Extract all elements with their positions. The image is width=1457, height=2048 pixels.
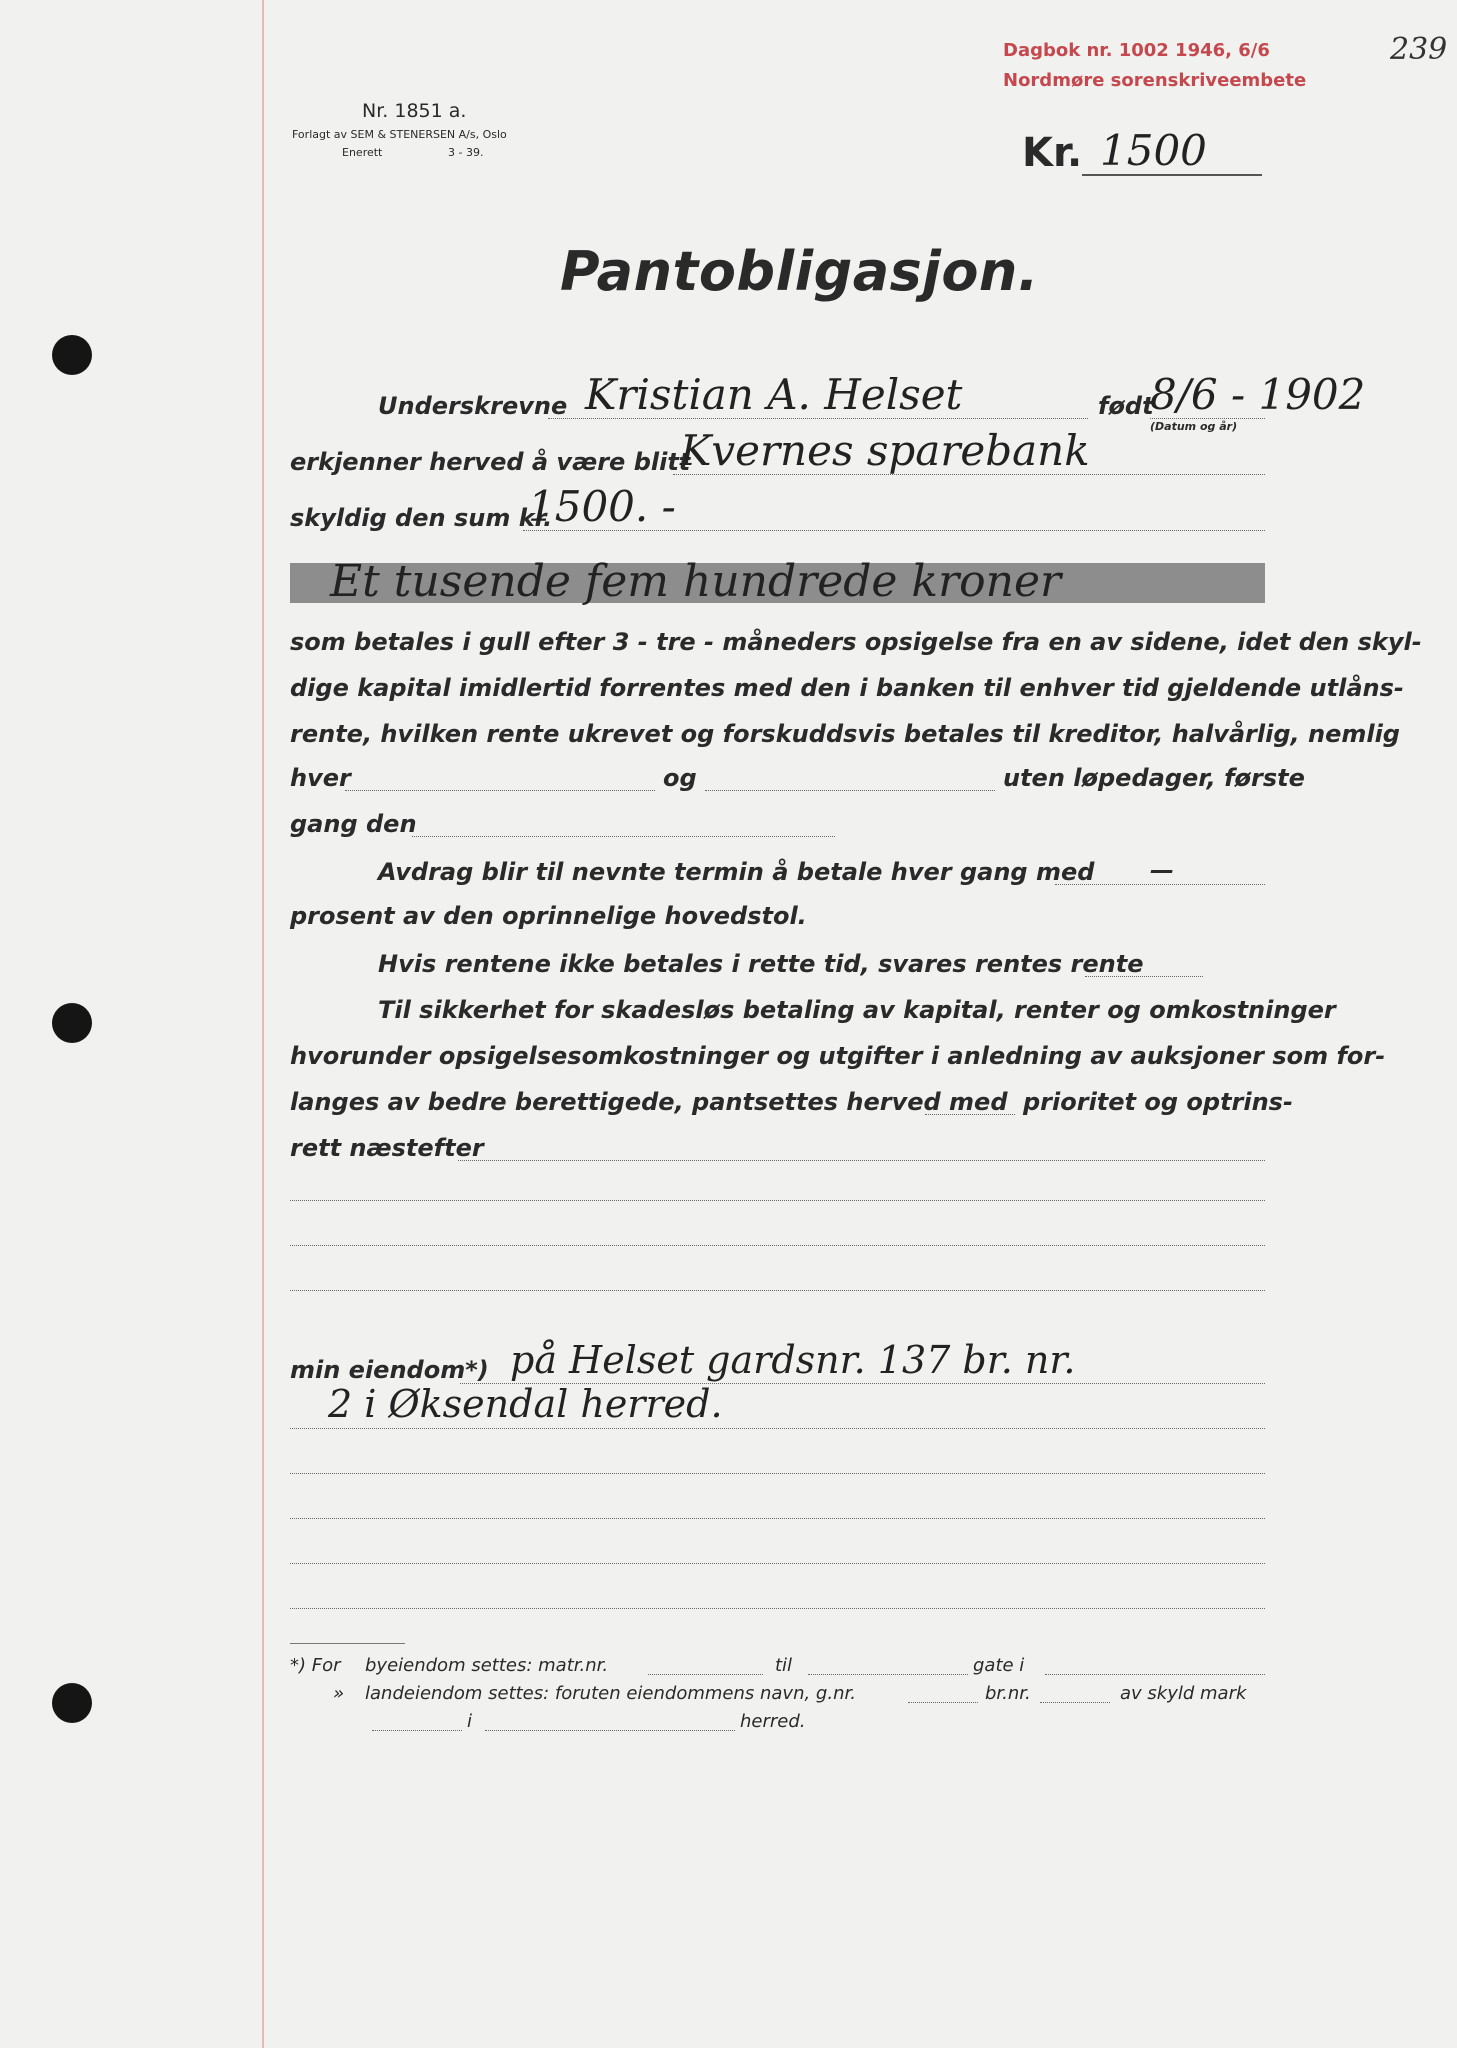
rights-text: Enerett [342,146,383,159]
page-number: 239 [1390,32,1448,67]
undersigned-value: Kristian A. Helset [585,370,963,419]
blank-fill-line [290,1290,1265,1291]
og-label: og [663,764,697,792]
amount-label: Kr. [1022,130,1083,176]
footnote-fill-line [485,1730,735,1731]
priority-fill-line [925,1114,1015,1115]
avdrag-dash: — [1150,856,1174,884]
born-label: født [1098,392,1154,420]
form-number: Nr. 1851 a. [362,100,467,122]
footnote-by-b: til [775,1655,793,1676]
amount-value: 1500 [1100,126,1207,175]
hver-label: hver [290,764,351,792]
sum-value: 1500. - [528,482,676,531]
creditor-label: erkjenner herved å være blitt [290,448,691,476]
punch-hole [52,1003,92,1043]
footnote-fill-line [1040,1702,1110,1703]
footnote-fill-line [908,1702,978,1703]
blank-fill-line [290,1200,1265,1201]
punch-hole [52,1683,92,1723]
og-fill-line [705,790,995,791]
footnote-land-b: br.nr. [985,1683,1031,1704]
sum-label: skyldig den sum kr. [290,504,553,532]
edition-text: 3 - 39. [448,146,484,159]
rentes-rente-text: Hvis rentene ikke betales i rette tid, svares rentes rente [378,950,1144,978]
terms-line-2: dige kapital imidlertid forrentes med den i banken til enhver tid gjeldende utlåns- [290,674,1404,702]
avdrag-text: Avdrag blir til nevnte termin å betale hver gang med [378,858,1095,886]
footnote-land-mark: » [333,1683,345,1704]
footnote-herred: herred. [740,1711,806,1732]
hver-fill-line [345,790,655,791]
footnote-rule [290,1643,405,1644]
footnote-by-c: gate i [973,1655,1025,1676]
creditor-value: Kvernes sparebank [680,426,1090,475]
publisher-line: Forlagt av SEM & STENERSEN A/s, Oslo [292,128,507,141]
security-line-2: hvorunder opsigelsesomkostninger og utgifter i anledning av auksjoner som for- [290,1042,1386,1070]
blank-fill-line [290,1563,1265,1564]
security-line-4: rett næstefter [290,1134,484,1162]
gang-label: gang den [290,810,417,838]
property-value-line1: på Helset gardsnr. 137 br. nr. [510,1338,1076,1382]
rentes-rente-fill-line [1085,976,1203,977]
footnote-fill-line [808,1674,968,1675]
born-hint: (Datum og år) [1150,420,1238,433]
property-fill-line-2 [290,1428,1265,1429]
undersigned-label: Underskrevne [378,392,568,420]
blank-fill-line [290,1473,1265,1474]
terms-line-1: som betales i gull efter 3 - tre - måneders opsigelse fra en av sidene, idet den skyl- [290,628,1422,656]
footnote-mark: *) For [290,1655,341,1676]
terms-line-3: rente, hvilken rente ukrevet og forskuddsvis betales til kreditor, halvårlig, nemlig [290,720,1400,748]
prosent-text: prosent av den oprinnelige hovedstol. [290,902,807,930]
security-line-1: Til sikkerhet for skadesløs betaling av kapital, renter og omkostninger [378,996,1336,1024]
sum-words: Et tusende fem hundrede kroner [330,556,1062,607]
avdrag-fill-line [1055,884,1265,885]
security-line-3a: langes av bedre berettigede, pantsettes herved med [290,1088,1008,1116]
footnote-land-c: av skyld mark [1120,1683,1247,1704]
after-fill-line [458,1160,1265,1161]
footnote-fill-line [648,1674,763,1675]
footnote-fill-line [1045,1674,1265,1675]
footnote-fill-line [372,1730,462,1731]
blank-fill-line [290,1608,1265,1609]
gang-fill-line [412,836,835,837]
property-value-line2: 2 i Øksendal herred. [328,1382,723,1426]
security-line-3b: prioritet og optrins- [1023,1088,1293,1116]
born-value: 8/6 - 1902 [1150,370,1366,419]
blank-fill-line [290,1245,1265,1246]
red-margin-line [262,0,264,2048]
property-label: min eiendom*) [290,1356,489,1384]
document-title: Pantobligasjon. [560,240,1039,303]
footnote-by-a: byeiendom settes: matr.nr. [365,1655,609,1676]
registry-stamp-line2: Nordmøre sorenskriveembete [1003,70,1307,91]
footnote-land-a: landeiendom settes: foruten eiendommens navn, g.nr. [365,1683,856,1704]
uten-label: uten løpedager, første [1003,764,1305,792]
punch-hole [52,335,92,375]
blank-fill-line [290,1518,1265,1519]
registry-stamp-line1: Dagbok nr. 1002 1946, 6/6 [1003,40,1270,61]
footnote-i: i [467,1711,473,1732]
